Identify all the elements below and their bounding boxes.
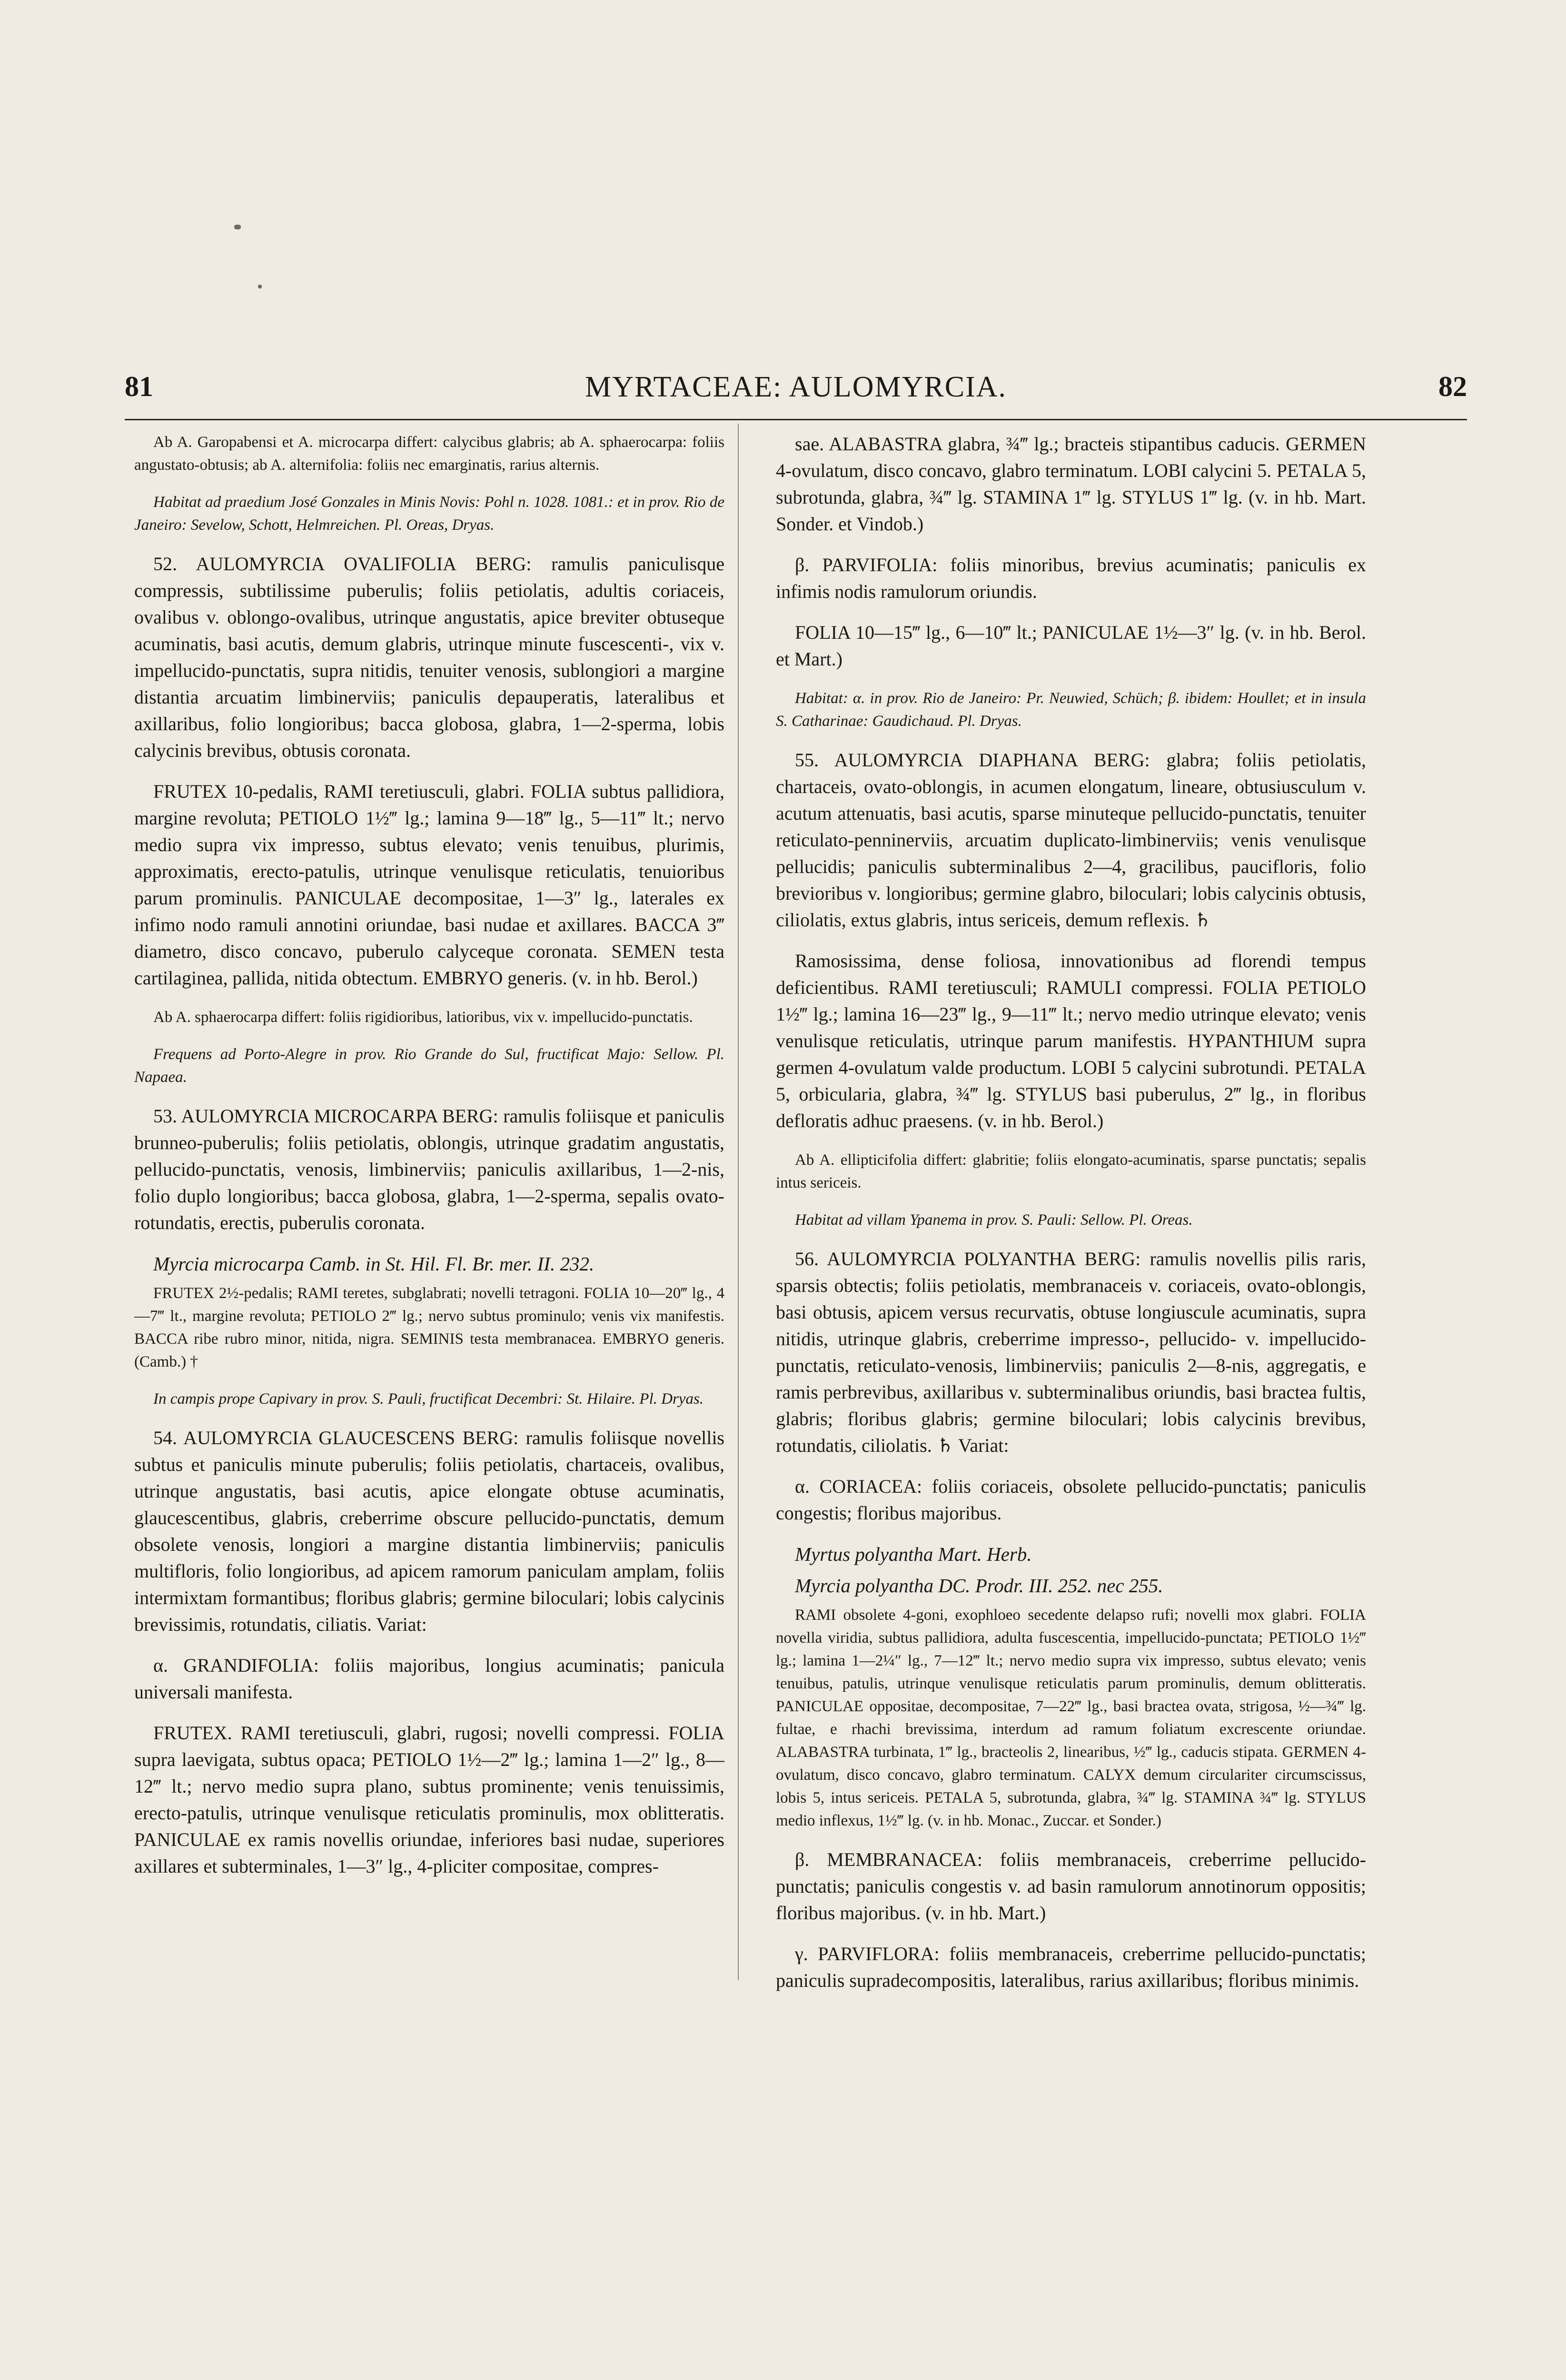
right-paragraph: Ab A. ellipticifolia differt: glabritie; foliis elongato-acuminatis, sparse punctatis; sepalis intus sericeis. [776, 1151, 1366, 1191]
right-paragraph: Myrcia polyantha DC. Prodr. III. 252. nec 255. [795, 1575, 1163, 1597]
left-paragraph: Habitat ad praedium José Gonzales in Minis Novis: Pohl n. 1028. 1081.: et in prov. Rio de Janeiro: Sevelow, Schott, Helmreichen. Pl. Oreas, Dryas. [134, 494, 724, 534]
left-column [134, 431, 724, 1894]
right-paragraph: RAMI obsolete 4-goni, exophloeo secedente delapso rufi; novelli mox glabri. FOLIA novella viridia, subtus pallidiora, adulta fuscescentia, impellucido-punctata; PETIOLO 1½‴ lg.; lamina 1—2¼″ lg., 7—12‴ lt.; nervo medio supra vix impresso, subtus elevato; venis tenuibus, patulis, utrinque venulisque reticulatis parum prominulis, demum oblitteratis. PANICULAE oppositae, decompositae, 7—22‴ lg., basi bractea ovata, strigosa, ½—¾‴ lg. fultae, e rhachi brevissima, interdum ad ramum foliatum excrescente oriundae. ALABASTRA turbinata, 1‴ lg., bracteolis 2, linearibus, ½‴ lg., caducis stipata. GERMEN 4-ovulatum, disco concavo, glabro terminatum. CALYX demum circulariter circumscissus, lobis 5, intus sericeis. PETALA 5, subrotunda, glabra, ¾‴ lg. STAMINA ¾‴ lg. STYLUS medio inflexus, 1½‴ lg. (v. in hb. Monac., Zuccar. et Sonder.) [776, 1606, 1366, 1829]
right-paragraph: β. PARVIFOLIA: foliis minoribus, brevius acuminatis; paniculis ex infimis nodis ramulorum oriundis. [776, 554, 1366, 602]
page-number-right: 82 [1438, 371, 1467, 402]
left-paragraph: Myrcia microcarpa Camb. in St. Hil. Fl. Br. mer. II. 232. [153, 1253, 595, 1275]
left-paragraph: In campis prope Capivary in prov. S. Pauli, fructificat Decembri: St. Hilaire. Pl. Dryas. [153, 1390, 704, 1408]
page-number-left: 81 [125, 371, 153, 402]
paper-speck [234, 225, 241, 229]
paper-speck [258, 285, 262, 288]
left-paragraph: 53. AULOMYRCIA MICROCARPA BERG: ramulis foliisque et paniculis brunneo-puberulis; foliis petiolatis, oblongis, utrinque gradatim angustatis, pellucido-punctatis, venosis, limbinerviis; paniculis axillaribus, 1—2-nis, folio duplo longioribus; bacca globosa, glabra, 1—2-sperma, sepalis ovato-rotundatis, erectis, puberulis coronata. [134, 1105, 724, 1233]
column-divider [738, 424, 739, 1980]
header-rule [125, 419, 1467, 420]
running-title: MYRTACEAE: AULOMYRCIA. [585, 371, 1007, 403]
page-header [125, 362, 1467, 414]
right-paragraph: Habitat ad villam Ypanema in prov. S. Pauli: Sellow. Pl. Oreas. [795, 1211, 1193, 1229]
right-paragraph: sae. ALABASTRA glabra, ¾‴ lg.; bracteis stipantibus caducis. GERMEN 4-ovulatum, disco concavo, glabro terminatum. LOBI calycini 5. PETALA 5, subrotunda, glabra, ¾‴ lg. STAMINA 1‴ lg. STYLUS 1‴ lg. (v. in hb. Mart. Sonder. et Vindob.) [776, 433, 1366, 535]
left-paragraph: FRUTEX 10-pedalis, RAMI teretiusculi, glabri. FOLIA subtus pallidiora, margine revoluta; PETIOLO 1½‴ lg.; lamina 9—18‴ lg., 5—11‴ lt.; nervo medio supra vix impresso, subtus elevato; venis tenuibus, plurimis, approximatis, erecto-patulis, utrinque venulisque reticulatis, tenuioribus parum prominulis. PANICULAE decompositae, 1—3″ lg., laterales ex infimo nodo ramuli annotini oriundae, basi nudae et axillares. BACCA 3‴ diametro, disco concavo, puberulo calyceque coronata. SEMEN testa cartilaginea, pallida, nitida obtectum. EMBRYO generis. (v. in hb. Berol.) [134, 781, 724, 989]
left-paragraph: α. GRANDIFOLIA: foliis majoribus, longius acuminatis; panicula universali manifesta. [134, 1655, 724, 1703]
left-paragraph: 52. AULOMYRCIA OVALIFOLIA BERG: ramulis paniculisque compressis, subtilissime puberulis; foliis petiolatis, adultis coriaceis, ovalibus v. oblongo-ovalibus, utrinque angustatis, apice breviter obtuseque acuminatis, basi acutis, demum glabris, utrinque minute fuscescenti-, vix v. impellucido-punctatis, supra nitidis, tenuiter venosis, sublongiori a margine distantia arcuatim limbinerviis; paniculis depauperatis, lateralibus et axillaribus, folio longioribus; bacca globosa, glabra, 1—2-sperma, lobis calycinis brevibus, obtusis coronata. [134, 553, 724, 761]
left-paragraph: Ab A. sphaerocarpa differt: foliis rigidioribus, latioribus, vix v. impellucido-punctatis. [153, 1009, 693, 1026]
right-paragraph: α. CORIACEA: foliis coriaceis, obsolete pellucido-punctatis; paniculis congestis; floribus majoribus. [776, 1476, 1366, 1524]
right-paragraph: β. MEMBRANACEA: foliis membranaceis, creberrime pellucido-punctatis; paniculis congestis v. ad basin ramulorum annotinorum oppositis; floribus majoribus. (v. in hb. Mart.) [776, 1849, 1366, 1924]
right-paragraph: Myrtus polyantha Mart. Herb. [795, 1543, 1032, 1565]
left-paragraph: FRUTEX 2½-pedalis; RAMI teretes, subglabrati; novelli tetragoni. FOLIA 10—20‴ lg., 4—7‴ lt., margine revoluta; PETIOLO 2‴ lg.; nervo subtus prominulo; venis vix manifestis. BACCA ribe rubro minor, nitida, nigra. SEMINIS testa membranacea. EMBRYO generis. (Camb.) † [134, 1285, 724, 1370]
right-paragraph: Habitat: α. in prov. Rio de Janeiro: Pr. Neuwied, Schüch; β. ibidem: Houllet; et in insula S. Catharinae: Gaudichaud. Pl. Dryas. [776, 690, 1366, 730]
left-paragraph: 54. AULOMYRCIA GLAUCESCENS BERG: ramulis foliisque novellis subtus et paniculis minute puberulis; foliis petiolatis, chartaceis, ovalibus, utrinque angustatis, basi acutis, apice elongate obtuse acuminatis, glaucescentibus, glabris, creberrime obscure pellucido-punctatis, demum obsolete venosis, longiori a margine distantia limbinerviis; paniculis multifloris, folio longioribus, ad apicem ramorum paniculam amplam, foliis intermixtam formantibus; floribus glabris; germine biloculari; lobis calycinis brevissimis, rotundatis, ciliatis. Variat: [134, 1427, 724, 1635]
left-paragraph: Frequens ad Porto-Alegre in prov. Rio Grande do Sul, fructificat Majo: Sellow. Pl. Napaea. [134, 1046, 724, 1086]
right-paragraph: Ramosissima, dense foliosa, innovationibus ad florendi tempus deficientibus. RAMI teretiusculi; RAMULI compressi. FOLIA PETIOLO 1½‴ lg.; lamina 16—23‴ lg., 9—11‴ lt.; nervo medio utrinque elevato; venis venulisque reticulatis, utrinque parum manifestis. HYPANTHIUM supra germen 4-ovulatum valde productum. LOBI 5 calycini subrotundi. PETALA 5, orbicularia, glabra, ¾‴ lg. STYLUS basi puberulus, 2‴ lg., in floribus defloratis adhuc praesens. (v. in hb. Berol.) [776, 950, 1366, 1131]
right-paragraph: FOLIA 10—15‴ lg., 6—10‴ lt.; PANICULAE 1½—3″ lg. (v. in hb. Berol. et Mart.) [776, 622, 1366, 670]
right-column [776, 431, 1366, 2008]
right-paragraph: 56. AULOMYRCIA POLYANTHA BERG: ramulis novellis pilis raris, sparsis obtectis; foliis petiolatis, membranaceis v. coriaceis, ovato-oblongis, basi obtusis, apicem versus recurvatis, obtuse longiuscule acuminatis, supra nitidis, utrinque glabris, creberrime impresso-, pellucido- v. impellucido-punctatis, reticulato-venosis, limbinerviis; paniculis 2—8-nis, aggregatis, e ramis perbrevibus, axillaribus v. subterminalibus oriundis, basi bractea fultis, glabris; floribus glabris; germine biloculari; lobis calycinis brevibus, rotundatis, ciliolatis. ♄ Variat: [776, 1248, 1366, 1456]
right-paragraph: 55. AULOMYRCIA DIAPHANA BERG: glabra; foliis petiolatis, chartaceis, ovato-oblongis, in acumen elongatum, lineare, obtusiusculum v. acutum attenuatis, basi acutis, sparse minuteque pellucido-punctatis, tenuiter reticulato-penninerviis, arcuatim duplicato-limbinerviis; venis venulisque pellucidis; paniculis subterminalibus 2—4, gracilibus, paucifloris, folio brevioribus v. longioribus; germine glabro, biloculari; lobis calycinis obtusis, ciliolatis, extus glabris, intus sericeis, demum reflexis. ♄ [776, 749, 1366, 931]
right-paragraph: γ. PARVIFLORA: foliis membranaceis, creberrime pellucido-punctatis; paniculis supradecompositis, lateralibus, rarius axillaribus; floribus minimis. [776, 1943, 1366, 1991]
left-paragraph: FRUTEX. RAMI teretiusculi, glabri, rugosi; novelli compressi. FOLIA supra laevigata, subtus opaca; PETIOLO 1½—2‴ lg.; lamina 1—2″ lg., 8—12‴ lt.; nervo medio supra plano, subtus prominente; venis tenuissimis, erecto-patulis, utrinque venulisque reticulatis prominulis, mox oblitteratis. PANICULAE ex ramis novellis oriundae, inferiores basi nudae, superiores axillares et subterminales, 1—3″ lg., 4-pliciter compositae, compres- [134, 1722, 724, 1877]
left-paragraph: Ab A. Garopabensi et A. microcarpa differt: calycibus glabris; ab A. sphaerocarpa: foliis angustato-obtusis; ab A. alternifolia: foliis nec emarginatis, rarius alternis. [134, 434, 724, 474]
